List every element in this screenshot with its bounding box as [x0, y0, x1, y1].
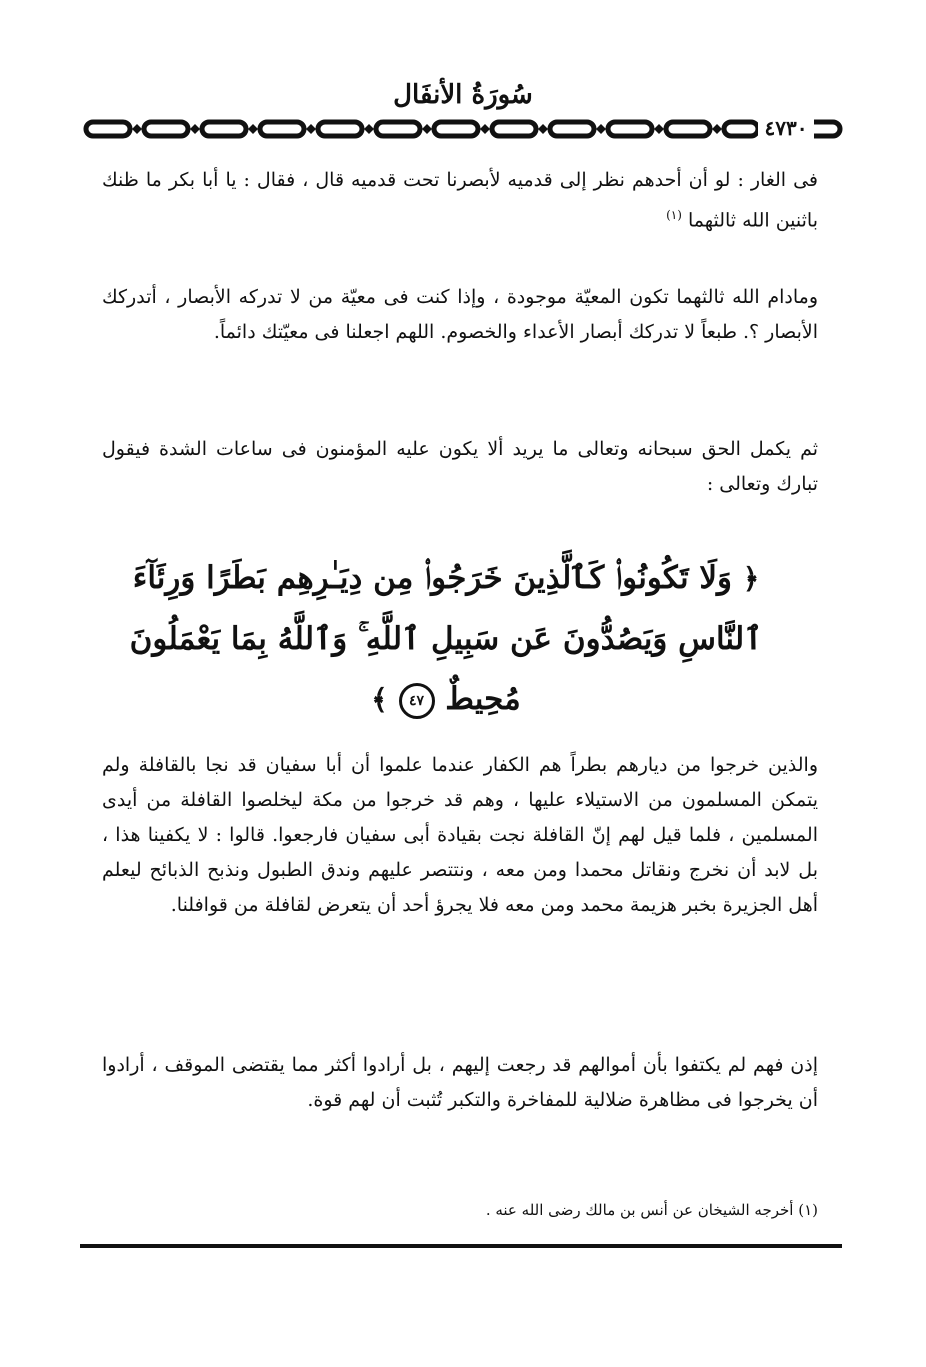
quran-verse — [118, 548, 774, 730]
verse-open-bracket: ﴿ — [742, 562, 760, 595]
paragraph-1-text: فى الغار : لو أن أحدهم نظر إلى قدميه لأبصرنا تحت قدميه قال ، فقال : يا أبا بكر ما ظنك باثنين الله ثالثهما — [102, 169, 818, 232]
verse-close-bracket: ﴾ — [371, 683, 388, 716]
paragraph-2: ومادام الله ثالثهما تكون المعيّة موجودة ، وإذا كنت فى معيّة من لا تدركه الأبصار ، أتدركك الأبصار ؟. طبعاً لا تدركك أبصار الأعداء والخصوم. اللهم اجعلنا فى معيّتك دائماً. — [102, 286, 818, 343]
verse-text: وَلَا تَكُونُوا۟ كَٱلَّذِينَ خَرَجُوا۟ مِن دِيَـٰرِهِم بَطَرًا وَرِئَآءَ ٱلنَّاسِ وَيَصُدُّونَ عَن سَبِيلِ ٱللَّهِ ۚ وَٱللَّهُ بِمَا يَعْمَلُونَ مُحِيطٌ — [129, 560, 763, 717]
page-number: ٤٧٣٠ — [758, 115, 814, 141]
surah-title: سُورَةُ الأنفَال — [393, 80, 533, 110]
bottom-rule — [80, 1244, 842, 1248]
paragraph-6: إذن فهم لم يكتفوا بأن أموالهم قد رجعت إليهم ، بل أرادوا أكثر مما يقتضى الموقف ، أرادوا أن يخرجوا فى مظاهرة ضلالية للمفاخرة والتكبر تُثبت أن لهم قوة. — [102, 1054, 818, 1111]
footnote: (١) أخرجه الشيخان عن أنس بن مالك رضى الله عنه . — [485, 1201, 818, 1219]
paragraph-1 — [102, 163, 818, 238]
footnote-marker: (١) — [666, 208, 682, 222]
paragraph-3: ثم يكمل الحق سبحانه وتعالى ما يريد ألا يكون عليه المؤمنون فى ساعات الشدة فيقول تبارك وتعالى : — [102, 438, 818, 495]
ornamental-border — [82, 118, 844, 140]
ayah-number: ٤٧ — [399, 683, 435, 719]
paragraph-5: والذين خرجوا من ديارهم بطراً هم الكفار عندما علموا أن أبا سفيان قد نجا بالقافلة ولم يتمكن المسلمون من الاستيلاء عليها ، وهم قد خرجوا من مكة ليخلصوا القافلة من أيدى المسلمين ، فلما قيل لهم إنّ القافلة نجت بقيادة أبى سفيان فارجعوا. قالوا : لا يكفينا هذا ، بل لابد أن نخرج ونقاتل محمدا ومن معه ، ونتتصر عليهم وندق الطبول ونذبح الذبائح ليعلم أهل الجزيرة بخبر هزيمة محمد ومن معه فلا يجرؤ أحد أن يتعرض لقافلة من قوافلنا. — [102, 754, 818, 916]
